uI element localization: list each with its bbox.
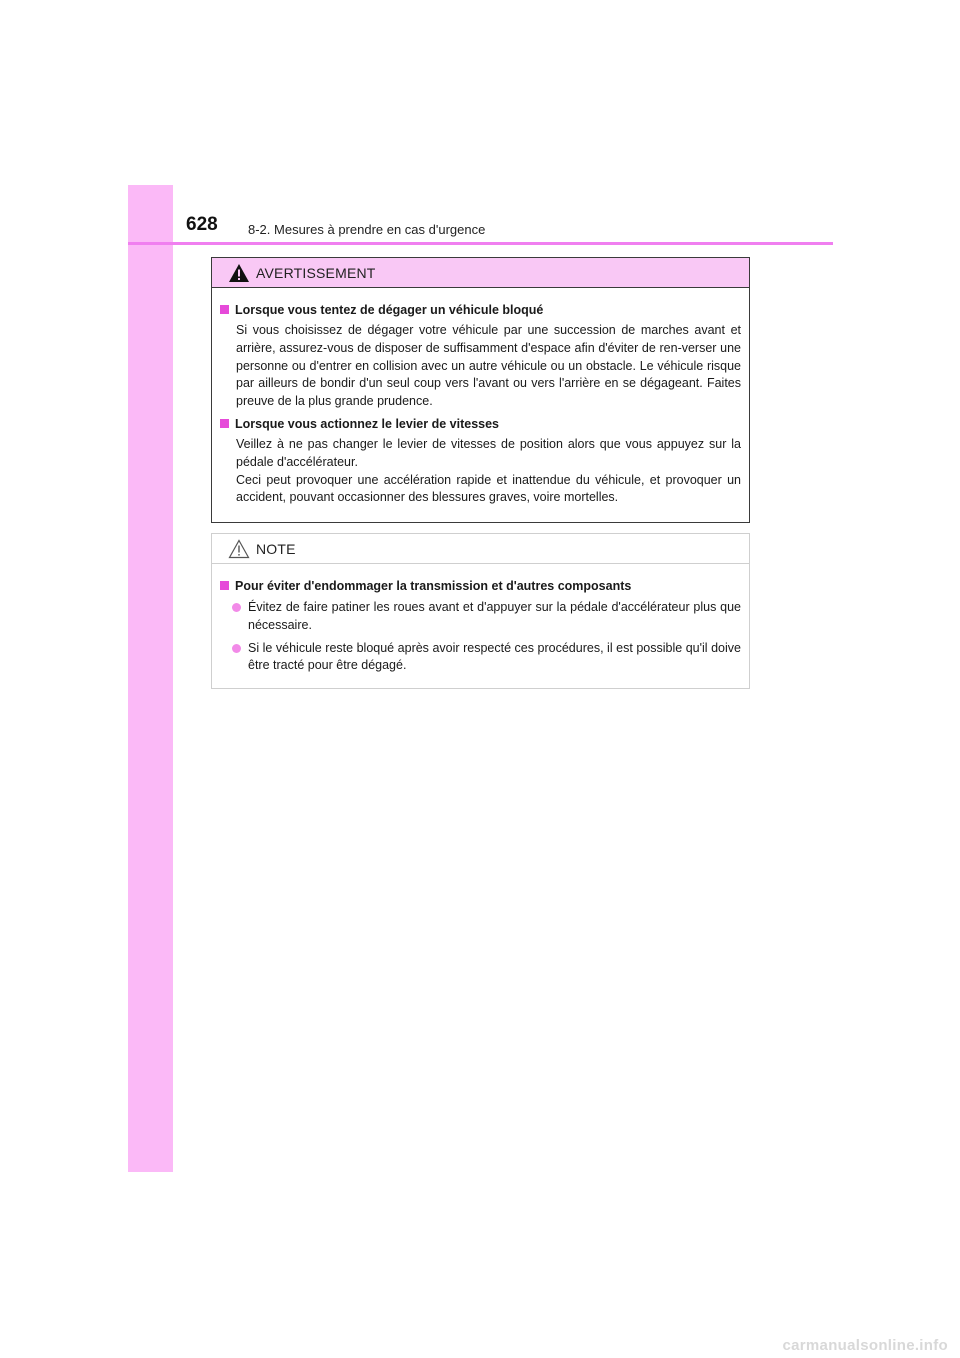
section-title: 8-2. Mesures à prendre en cas d'urgence	[248, 222, 486, 237]
note-item-title-text: Pour éviter d'endommager la transmission et d'autres composants	[235, 579, 632, 593]
warning-paragraph: Ceci peut provoquer une accélération rapide et inattendue du véhicule, et provoquer un accident, pouvant occasionner des blessures graves, voire mortelles.	[236, 472, 741, 505]
note-bullet	[232, 640, 741, 676]
watermark: carmanualsonline.info	[782, 1337, 948, 1354]
warning-item-title	[220, 301, 741, 319]
square-bullet-icon	[220, 581, 229, 590]
note-bullet	[232, 599, 741, 635]
square-bullet-icon	[220, 419, 229, 428]
warning-item-title-text: Lorsque vous actionnez le levier de vitesses	[235, 416, 499, 431]
header-rule	[128, 242, 833, 245]
warning-paragraph: Veillez à ne pas changer le levier de vitesses de position alors que vous appuyez sur la pédale d'accélérateur.	[236, 436, 741, 469]
note-bullet-text: Évitez de faire patiner les roues avant et d'appuyer sur la pédale d'accélérateur plus que nécessaire.	[248, 600, 741, 632]
note-header	[212, 534, 749, 564]
note-body	[212, 564, 749, 675]
note-title: NOTE	[256, 540, 296, 557]
warning-item-title	[220, 415, 741, 433]
circle-bullet-icon	[232, 603, 241, 612]
warning-item-title-text: Lorsque vous tentez de dégager un véhicule bloqué	[235, 303, 544, 317]
warning-paragraph: Si vous choisissez de dégager votre véhicule par une succession de marches avant et arrière, assurez-vous de disposer de suffisamment d'espace afin d'éviter de ren-verser une personne ou d'entrer en collision avec un autre véhicule ou un obstacle. Le véhicule risque par ailleurs de bondir d'un seul coup vers l'avant ou vers l'arrière en se dégageant. Faites preuve de la plus grande prudence.	[236, 323, 741, 409]
square-bullet-icon	[220, 305, 229, 314]
warning-body	[212, 288, 749, 507]
circle-bullet-icon	[232, 644, 241, 653]
warning-triangle-icon	[228, 263, 250, 283]
note-bullet-text: Si le véhicule reste bloqué après avoir respecté ces procédures, il est possible qu'il doive être tracté pour être dégagé.	[248, 640, 741, 673]
warning-box	[211, 257, 750, 523]
caution-triangle-outline-icon	[228, 539, 250, 559]
chapter-side-band	[128, 185, 173, 1172]
page-number: 628	[186, 214, 218, 235]
warning-title: AVERTISSEMENT	[256, 264, 376, 281]
warning-header	[212, 258, 749, 288]
note-box	[211, 533, 750, 689]
note-item-title	[220, 577, 741, 595]
